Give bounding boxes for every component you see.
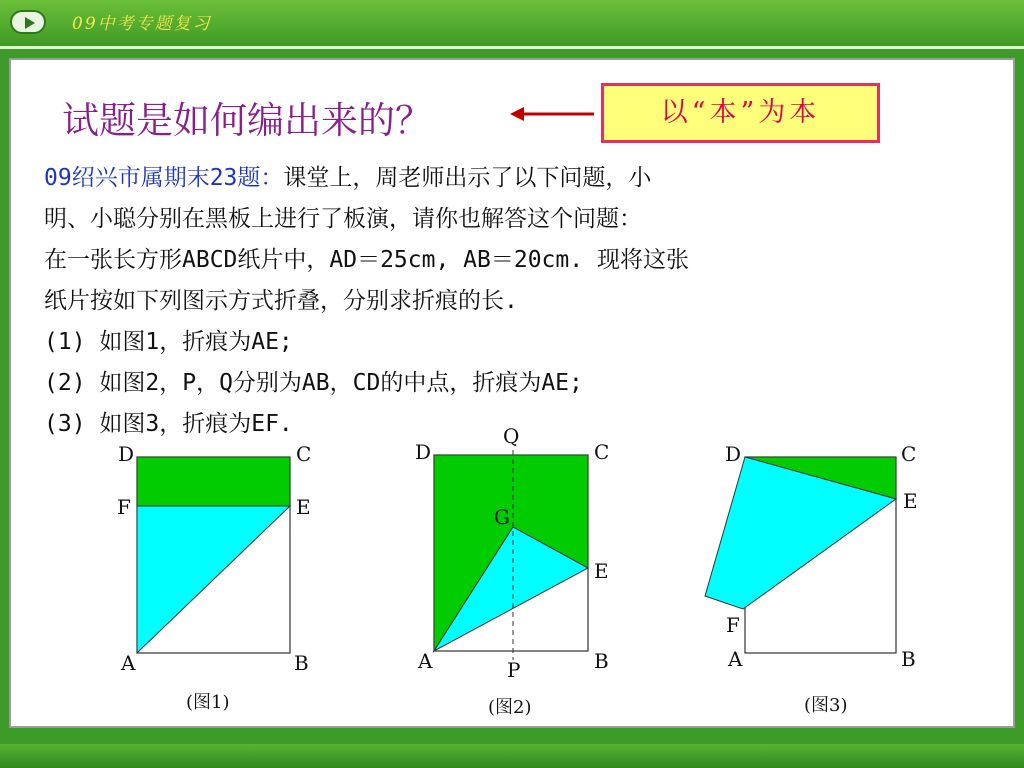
- fig3-label-D: D: [725, 442, 742, 466]
- fig3-label-A: A: [728, 647, 743, 671]
- fig2-label-G: G: [494, 505, 510, 529]
- problem-source: 09绍兴市属期末23题：: [44, 165, 284, 191]
- slide-title: 试题是如何编出来的？: [62, 99, 432, 142]
- fig2-label-A: A: [418, 649, 433, 673]
- fig1-caption: (图1): [186, 692, 230, 713]
- fig3-label-E: E: [903, 489, 918, 513]
- fig3-caption: (图3): [804, 695, 848, 716]
- problem-line-1: 09绍兴市属期末23题：课堂上，周老师出示了以下问题，小: [44, 165, 652, 191]
- problem-line-4: 纸片按如下列图示方式折叠，分别求折痕的长.: [44, 288, 518, 314]
- fig3-label-B: B: [901, 647, 916, 671]
- header-banner-text: 09中考专题复习: [72, 14, 212, 34]
- fig1-green-region: [137, 457, 290, 506]
- fig2-caption: (图2): [488, 697, 532, 718]
- fig1-label-F: F: [117, 495, 131, 519]
- fig2-label-P: P: [507, 658, 521, 682]
- fig1-label-B: B: [294, 651, 309, 675]
- fig2-label-E: E: [594, 559, 609, 583]
- fig1-cyan-triangle: [137, 506, 290, 653]
- fig2-label-C: C: [594, 440, 610, 464]
- fig2-label-B: B: [594, 649, 609, 673]
- fig1-label-E: E: [296, 495, 311, 519]
- fig2-label-Q: Q: [503, 424, 520, 448]
- fig1-label-C: C: [296, 442, 312, 466]
- fig1-label-D: D: [118, 442, 135, 466]
- problem-line-3: 在一张长方形ABCD纸片中，AD＝25cm, AB＝20cm. 现将这张: [44, 247, 689, 273]
- figure-3: [705, 442, 918, 716]
- fig3-label-C: C: [901, 442, 917, 466]
- figure-1: [117, 442, 311, 713]
- problem-line-2: 明、小聪分别在黑板上进行了板演，请你也解答这个问题：: [44, 206, 642, 232]
- fig1-label-A: A: [121, 651, 136, 675]
- question-1: (1) 如图1，折痕为AE;: [44, 329, 293, 355]
- question-2: (2) 如图2，P，Q分别为AB，CD的中点，折痕为AE;: [44, 370, 583, 396]
- figure-2: [415, 424, 609, 718]
- principle-tag: 以“本”为本: [601, 83, 880, 143]
- fig3-label-F: F: [726, 613, 740, 637]
- fig2-label-D: D: [415, 440, 432, 464]
- question-3: (3) 如图3，折痕为EF.: [44, 411, 293, 437]
